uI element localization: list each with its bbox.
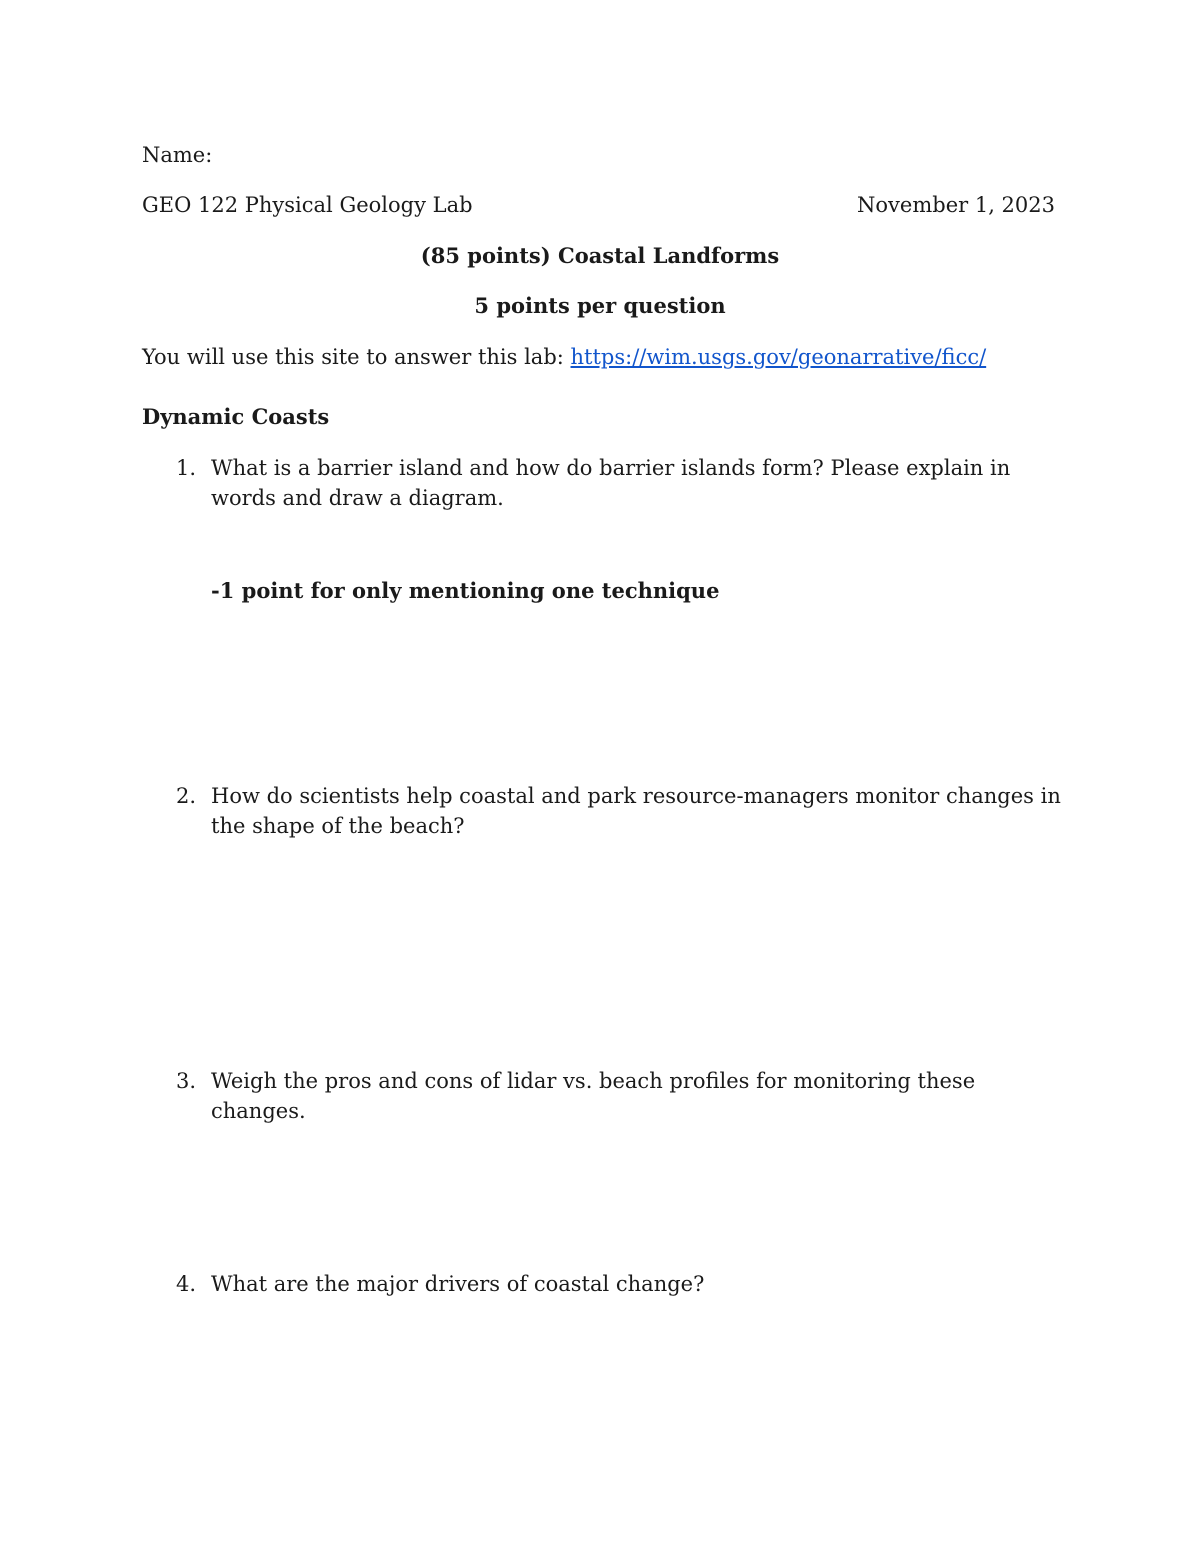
assignment-date: November 1, 2023 — [857, 193, 1055, 217]
question-text: Weigh the pros and cons of lidar vs. beach profiles for monitoring these changes. — [211, 1069, 976, 1123]
question-text: What are the major drivers of coastal change? — [211, 1272, 705, 1296]
lab-title: (85 points) Coastal Landforms — [420, 243, 780, 268]
geonarrative-link[interactable]: https://wim.usgs.gov/geonarrative/ficc/ — [570, 345, 987, 369]
question-text: How do scientists help coastal and park resource-managers monitor changes in the shape of the beach? — [211, 784, 1061, 838]
grading-note: -1 point for only mentioning one technique — [211, 578, 720, 603]
points-per-question: 5 points per question — [474, 293, 726, 318]
course-title: GEO 122 Physical Geology Lab — [142, 193, 473, 217]
question-3 — [142, 1066, 1067, 1126]
question-number: 3. — [176, 1069, 197, 1093]
question-2 — [142, 781, 1067, 841]
intro-line — [142, 342, 986, 372]
section-heading: Dynamic Coasts — [142, 404, 330, 429]
name-label: Name: — [142, 143, 213, 167]
question-4 — [142, 1269, 1067, 1299]
question-text: What is a barrier island and how do barrier islands form? Please explain in words and draw a diagram. — [211, 456, 1011, 510]
question-number: 2. — [176, 784, 197, 808]
question-number: 1. — [176, 456, 197, 480]
question-number: 4. — [176, 1272, 197, 1296]
intro-text: You will use this site to answer this lab: — [142, 345, 564, 369]
question-1 — [142, 453, 1067, 513]
